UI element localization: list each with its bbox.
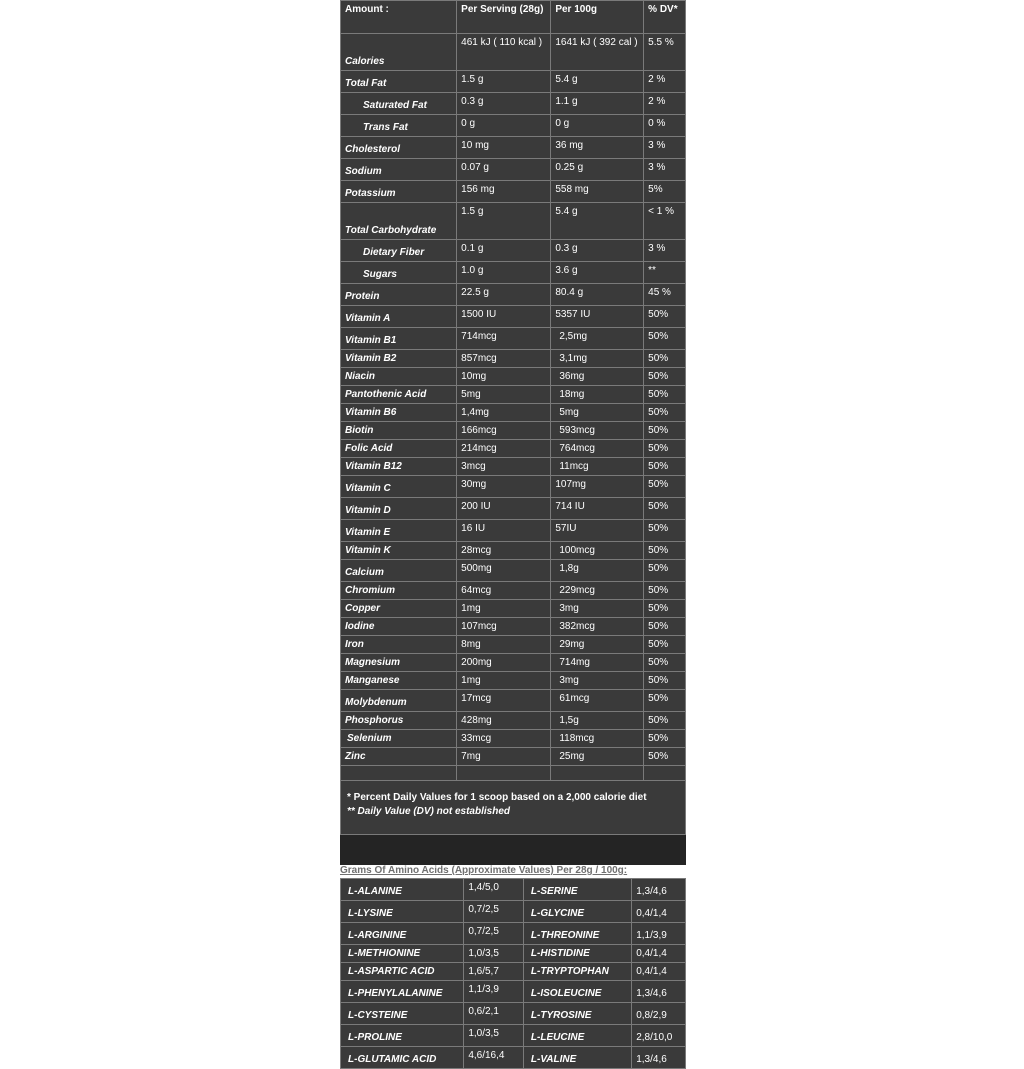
daily-value-percent: ** [644,262,686,284]
daily-value-percent: 2 % [644,71,686,93]
dv-not-established-footnote: ** Daily Value (DV) not established [347,806,511,817]
amino-name: L-THREONINE [523,923,631,945]
per-serving-value: 16 IU [457,520,551,542]
nutrient-name: Dietary Fiber [341,240,457,262]
per-serving-value: 17mcg [457,690,551,712]
daily-value-percent: 50% [644,654,686,672]
per-100g-value: 1,5g [551,712,644,730]
header-amount: Amount : [341,1,457,34]
daily-value-percent: 50% [644,422,686,440]
nutrient-name: Iodine [341,618,457,636]
nutrient-name: Selenium [341,730,457,748]
nutrient-name: Niacin [341,368,457,386]
nutrient-row [341,560,686,582]
nutrient-row [341,690,686,712]
per-100g-value: 118mcg [551,730,644,748]
nutrient-name: Total Carbohydrate [341,203,457,240]
per-serving-value: 1.5 g [457,71,551,93]
nutrient-name: Pantothenic Acid [341,386,457,404]
nutrient-row [341,93,686,115]
nutrient-row [341,440,686,458]
nutrient-name: Vitamin B6 [341,404,457,422]
per-100g-value: 1641 kJ ( 392 cal ) [551,34,644,71]
empty-cell [341,766,457,781]
nutrient-row [341,476,686,498]
nutrient-row [341,520,686,542]
nutrient-row [341,368,686,386]
nutrient-row [341,284,686,306]
nutrient-name: Vitamin A [341,306,457,328]
per-serving-value: 64mcg [457,582,551,600]
amino-name: L-LEUCINE [523,1025,631,1047]
nutrient-name: Vitamin B12 [341,458,457,476]
amino-name: L-VALINE [523,1047,631,1069]
per-serving-value: 200mg [457,654,551,672]
nutrient-row [341,422,686,440]
amino-name: L-SERINE [523,879,631,901]
amino-value: 0,4/1,4 [632,963,686,981]
per-serving-value: 3mcg [457,458,551,476]
nutrient-row [341,240,686,262]
per-serving-value: 1,4mg [457,404,551,422]
per-serving-value: 0.07 g [457,159,551,181]
per-serving-value: 8mg [457,636,551,654]
amino-name: L-ISOLEUCINE [523,981,631,1003]
per-serving-value: 5mg [457,386,551,404]
amino-name: L-ARGININE [341,923,464,945]
nutrient-row [341,262,686,284]
per-serving-value: 1500 IU [457,306,551,328]
daily-value-percent: 50% [644,672,686,690]
daily-value-percent: 50% [644,440,686,458]
amino-value: 0,6/2,1 [464,1003,524,1025]
nutrient-row [341,34,686,71]
daily-value-percent: 50% [644,560,686,582]
per-100g-value: 100mcg [551,542,644,560]
per-100g-value: 3mg [551,600,644,618]
nutrient-name: Calcium [341,560,457,582]
header-daily-value: % DV* [644,1,686,34]
amino-value: 1,3/4,6 [632,981,686,1003]
daily-value-percent: 3 % [644,159,686,181]
table-header-row [341,1,686,34]
daily-value-percent: 50% [644,498,686,520]
nutrient-name: Total Fat [341,71,457,93]
nutrient-name: Protein [341,284,457,306]
per-100g-value: 57IU [551,520,644,542]
nutrient-name: Biotin [341,422,457,440]
daily-value-percent: 50% [644,404,686,422]
nutrient-name: Magnesium [341,654,457,672]
amino-row [341,879,686,901]
per-serving-value: 1.0 g [457,262,551,284]
per-serving-value: 22.5 g [457,284,551,306]
daily-value-percent: 45 % [644,284,686,306]
per-serving-value: 1mg [457,600,551,618]
per-serving-value: 0 g [457,115,551,137]
daily-value-percent: 50% [644,476,686,498]
nutrient-row [341,350,686,368]
per-100g-value: 1.1 g [551,93,644,115]
per-100g-value: 3mg [551,672,644,690]
nutrient-name: Folic Acid [341,440,457,458]
per-100g-value: 61mcg [551,690,644,712]
daily-value-percent: 50% [644,582,686,600]
per-serving-value: 10 mg [457,137,551,159]
per-100g-value: 0.25 g [551,159,644,181]
per-100g-value: 36mg [551,368,644,386]
daily-value-percent: 50% [644,748,686,766]
daily-value-percent: 50% [644,690,686,712]
daily-value-percent: 50% [644,618,686,636]
per-serving-value: 214mcg [457,440,551,458]
nutrient-name: Vitamin B2 [341,350,457,368]
nutrient-name: Vitamin D [341,498,457,520]
amino-value: 0,7/2,5 [464,901,524,923]
per-100g-value: 558 mg [551,181,644,203]
nutrient-name: Cholesterol [341,137,457,159]
per-serving-value: 857mcg [457,350,551,368]
per-100g-value: 3.6 g [551,262,644,284]
amino-row [341,1025,686,1047]
amino-name: L-PROLINE [341,1025,464,1047]
amino-name: L-TRYPTOPHAN [523,963,631,981]
empty-cell [551,766,644,781]
nutrient-row [341,159,686,181]
daily-value-percent: 50% [644,542,686,560]
daily-value-percent: 50% [644,328,686,350]
per-serving-value: 166mcg [457,422,551,440]
nutrient-row [341,404,686,422]
nutrient-name: Saturated Fat [341,93,457,115]
nutrient-row [341,328,686,350]
nutrient-name: Copper [341,600,457,618]
nutrient-name: Manganese [341,672,457,690]
nutrient-row [341,458,686,476]
nutrient-row [341,672,686,690]
nutrient-row [341,71,686,93]
per-100g-value: 107mg [551,476,644,498]
amino-name: L-ASPARTIC ACID [341,963,464,981]
daily-value-percent: 0 % [644,115,686,137]
amino-value: 0,4/1,4 [632,945,686,963]
nutrient-row [341,618,686,636]
amino-acids-panel [340,878,686,1069]
per-serving-value: 500mg [457,560,551,582]
nutrient-name: Sugars [341,262,457,284]
nutrient-name: Vitamin E [341,520,457,542]
per-100g-value: 229mcg [551,582,644,600]
separator-band [340,835,686,865]
nutrient-row [341,582,686,600]
amino-value: 1,6/5,7 [464,963,524,981]
per-100g-value: 36 mg [551,137,644,159]
nutrient-row [341,498,686,520]
amino-value: 1,1/3,9 [464,981,524,1003]
empty-cell [457,766,551,781]
nutrition-table [340,0,686,835]
per-100g-value: 382mcg [551,618,644,636]
daily-value-percent: 50% [644,600,686,618]
amino-value: 4,6/16,4 [464,1047,524,1069]
nutrient-name: Iron [341,636,457,654]
nutrient-name: Trans Fat [341,115,457,137]
nutrient-name: Chromium [341,582,457,600]
daily-value-percent: 3 % [644,240,686,262]
footnote-cell [341,781,686,835]
nutrient-row [341,137,686,159]
daily-value-percent: 3 % [644,137,686,159]
empty-row [341,766,686,781]
daily-value-percent: < 1 % [644,203,686,240]
nutrient-name: Molybdenum [341,690,457,712]
per-100g-value: 80.4 g [551,284,644,306]
per-serving-value: 33mcg [457,730,551,748]
nutrient-row [341,203,686,240]
per-100g-value: 1,8g [551,560,644,582]
nutrient-row [341,748,686,766]
nutrient-row [341,712,686,730]
per-100g-value: 18mg [551,386,644,404]
amino-row [341,1003,686,1025]
amino-name: L-METHIONINE [341,945,464,963]
amino-value: 1,0/3,5 [464,945,524,963]
amino-value: 1,3/4,6 [632,879,686,901]
daily-value-percent: 50% [644,636,686,654]
daily-value-percent: 50% [644,368,686,386]
header-per-serving: Per Serving (28g) [457,1,551,34]
per-serving-value: 714mcg [457,328,551,350]
daily-value-percent: 50% [644,350,686,368]
per-serving-value: 107mcg [457,618,551,636]
nutrition-panel [340,0,686,835]
per-100g-value: 5.4 g [551,203,644,240]
amino-row [341,945,686,963]
per-serving-value: 200 IU [457,498,551,520]
amino-row [341,1047,686,1069]
nutrient-row [341,181,686,203]
nutrient-row [341,306,686,328]
daily-value-percent: 5.5 % [644,34,686,71]
amino-name: L-HISTIDINE [523,945,631,963]
per-100g-value: 714mg [551,654,644,672]
amino-value: 1,1/3,9 [632,923,686,945]
amino-row [341,901,686,923]
amino-name: L-TYROSINE [523,1003,631,1025]
nutrient-name: Calories [341,34,457,71]
amino-acids-table [340,878,686,1069]
daily-value-percent: 2 % [644,93,686,115]
per-100g-value: 3,1mg [551,350,644,368]
amino-name: L-GLYCINE [523,901,631,923]
amino-value: 0,4/1,4 [632,901,686,923]
per-serving-value: 1.5 g [457,203,551,240]
per-serving-value: 1mg [457,672,551,690]
daily-value-percent: 50% [644,458,686,476]
amino-value: 1,4/5,0 [464,879,524,901]
per-serving-value: 7mg [457,748,551,766]
amino-value: 1,3/4,6 [632,1047,686,1069]
amino-acids-heading[interactable]: Grams Of Amino Acids (Approximate Values) Per 28g / 100g: [340,865,628,876]
header-per-100g: Per 100g [551,1,644,34]
nutrient-row [341,636,686,654]
nutrient-row [341,654,686,672]
per-serving-value: 461 kJ ( 110 kcal ) [457,34,551,71]
nutrient-name: Sodium [341,159,457,181]
daily-value-percent: 50% [644,520,686,542]
per-serving-value: 28mcg [457,542,551,560]
per-100g-value: 11mcg [551,458,644,476]
footnote-row [341,781,686,835]
nutrient-name: Phosphorus [341,712,457,730]
per-serving-value: 0.1 g [457,240,551,262]
per-100g-value: 764mcg [551,440,644,458]
per-100g-value: 25mg [551,748,644,766]
per-serving-value: 156 mg [457,181,551,203]
per-100g-value: 29mg [551,636,644,654]
per-serving-value: 10mg [457,368,551,386]
per-100g-value: 2,5mg [551,328,644,350]
empty-cell [644,766,686,781]
per-100g-value: 0 g [551,115,644,137]
per-100g-value: 714 IU [551,498,644,520]
per-100g-value: 5mg [551,404,644,422]
nutrient-row [341,386,686,404]
per-100g-value: 593mcg [551,422,644,440]
per-100g-value: 5.4 g [551,71,644,93]
amino-row [341,981,686,1003]
amino-row [341,963,686,981]
nutrient-name: Zinc [341,748,457,766]
amino-name: L-LYSINE [341,901,464,923]
amino-name: L-PHENYLALANINE [341,981,464,1003]
nutrient-name: Potassium [341,181,457,203]
per-100g-value: 5357 IU [551,306,644,328]
nutrient-name: Vitamin K [341,542,457,560]
amino-value: 0,8/2,9 [632,1003,686,1025]
nutrient-row [341,542,686,560]
amino-value: 1,0/3,5 [464,1025,524,1047]
nutrient-row [341,730,686,748]
amino-value: 2,8/10,0 [632,1025,686,1047]
daily-value-percent: 5% [644,181,686,203]
daily-value-percent: 50% [644,386,686,404]
nutrient-name: Vitamin B1 [341,328,457,350]
per-serving-value: 30mg [457,476,551,498]
amino-row [341,923,686,945]
per-100g-value: 0.3 g [551,240,644,262]
per-serving-value: 0.3 g [457,93,551,115]
daily-value-percent: 50% [644,306,686,328]
daily-value-percent: 50% [644,730,686,748]
amino-name: L-ALANINE [341,879,464,901]
nutrient-row [341,600,686,618]
amino-value: 0,7/2,5 [464,923,524,945]
per-serving-value: 428mg [457,712,551,730]
daily-value-footnote: * Percent Daily Values for 1 scoop based on a 2,000 calorie diet [347,792,647,803]
amino-name: L-CYSTEINE [341,1003,464,1025]
daily-value-percent: 50% [644,712,686,730]
amino-name: L-GLUTAMIC ACID [341,1047,464,1069]
nutrient-name: Vitamin C [341,476,457,498]
nutrient-row [341,115,686,137]
